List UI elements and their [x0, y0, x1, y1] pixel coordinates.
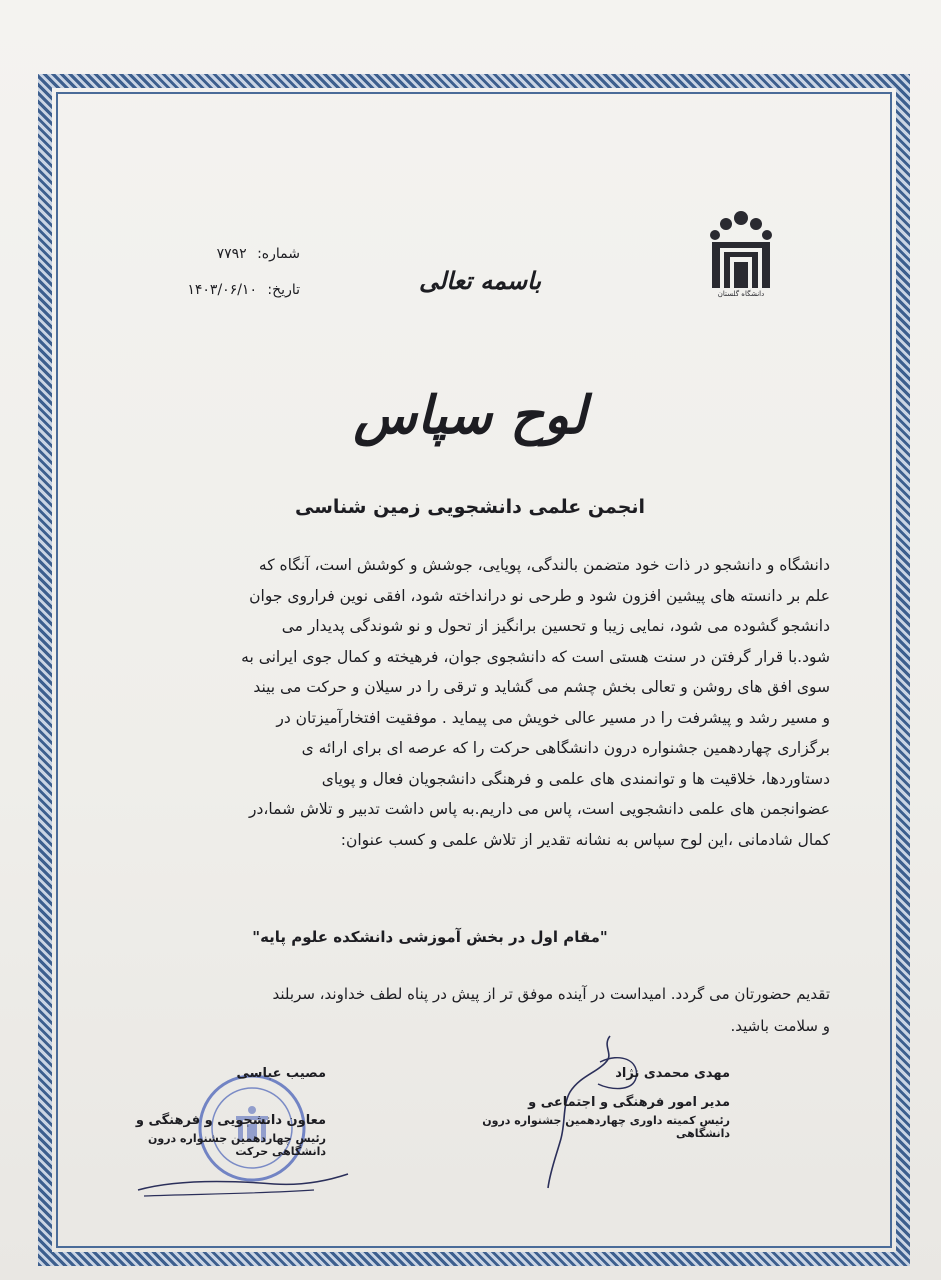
signer-role-detail: رئیس چهاردهمین جشنواره درون دانشگاهی حرکت — [148, 1132, 326, 1158]
certificate-title: لوح سپاس — [353, 385, 587, 446]
signature-block-left — [120, 1066, 326, 1158]
signer-name: مهدی محمدی نژاد — [615, 1066, 730, 1081]
number-label: شماره: — [257, 246, 300, 262]
date-value: ۱۴۰۳/۰۶/۱۰ — [187, 282, 257, 298]
body-paragraph — [102, 550, 830, 855]
organization-name: انجمن علمی دانشجویی زمین شناسی — [294, 496, 646, 518]
closing-line: و سلامت باشید. — [730, 1017, 830, 1035]
body-line: علم بر دانسته های پیشین افزون شود و طرحی نو درانداخته شود، افقی نوین فراروی جوان — [249, 586, 830, 605]
body-line: کمال شادمانی ،این لوح سپاس به نشانه تقدیر از تلاش علمی و کسب عنوان: — [340, 830, 830, 849]
date-label: تاریخ: — [267, 282, 300, 298]
signer-role: مدیر امور فرهنگی و اجتماعی و — [528, 1095, 730, 1110]
signature-block-right — [470, 1066, 730, 1140]
signature-scribble-left — [134, 1150, 354, 1210]
logo-caption: دانشگاه گلستان — [717, 290, 765, 298]
body-line: دانشگاه و دانشجو در ذات خود متضمن بالندگی، پویایی، جوشش و کوشش است، آنگاه که — [258, 556, 830, 574]
body-line: دانشجو گشوده می شود، نمایی زیبا و تحسین برانگیز از تحول و نو شوندگی پدیدار می — [281, 617, 830, 635]
invocation-text: باسمه تعالی — [418, 266, 542, 295]
document-meta — [150, 236, 300, 308]
body-line: سوی افق های روشن و تعالی بخش چشم می گشاید و ترقی را در سیلان و حرکت می بیند — [253, 678, 830, 696]
body-line: شود.با قرار گرفتن در سنت هستی است که دانشجوی جوان، فرهیخته و کمال جوی ایرانی به — [241, 647, 830, 666]
body-line: دستاوردها، خلاقیت ها و توانمندی های علمی و فرهنگی دانشجویان فعال و پویای — [321, 769, 830, 788]
award-title: "مقام اول در بخش آموزشی دانشکده علوم پایه" — [252, 928, 608, 946]
body-line: عضوانجمن های علمی دانشجویی است، پاس می داریم.به پاس داشت تدبیر و تلاش شما،در — [249, 800, 830, 818]
signer-name: مصیب عباسی — [236, 1066, 326, 1081]
signer-role: معاون دانشجویی و فرهنگی و — [135, 1113, 326, 1128]
university-logo — [706, 208, 776, 298]
closing-line: تقدیم حضورتان می گردد. امیداست در آینده موفق تر از پیش در پناه لطف خداوند، سربلند — [272, 985, 830, 1003]
date-row — [150, 272, 300, 308]
body-line: برگزاری چهاردهمین جشنواره درون دانشگاهی حرکت را که عرصه ای برای ارائه ی — [301, 739, 830, 757]
closing-paragraph — [140, 978, 830, 1042]
body-line: و مسیر رشد و پیشرفت را در مسیر عالی خویش می پیماید . موفقیت افتخارآمیزتان در — [276, 708, 830, 727]
number-value: ۷۷۹۲ — [216, 246, 247, 262]
number-row — [150, 236, 300, 272]
signer-role-detail: رئیس کمیته داوری چهاردهمین جشنواره درون دانشگاهی — [482, 1114, 730, 1140]
